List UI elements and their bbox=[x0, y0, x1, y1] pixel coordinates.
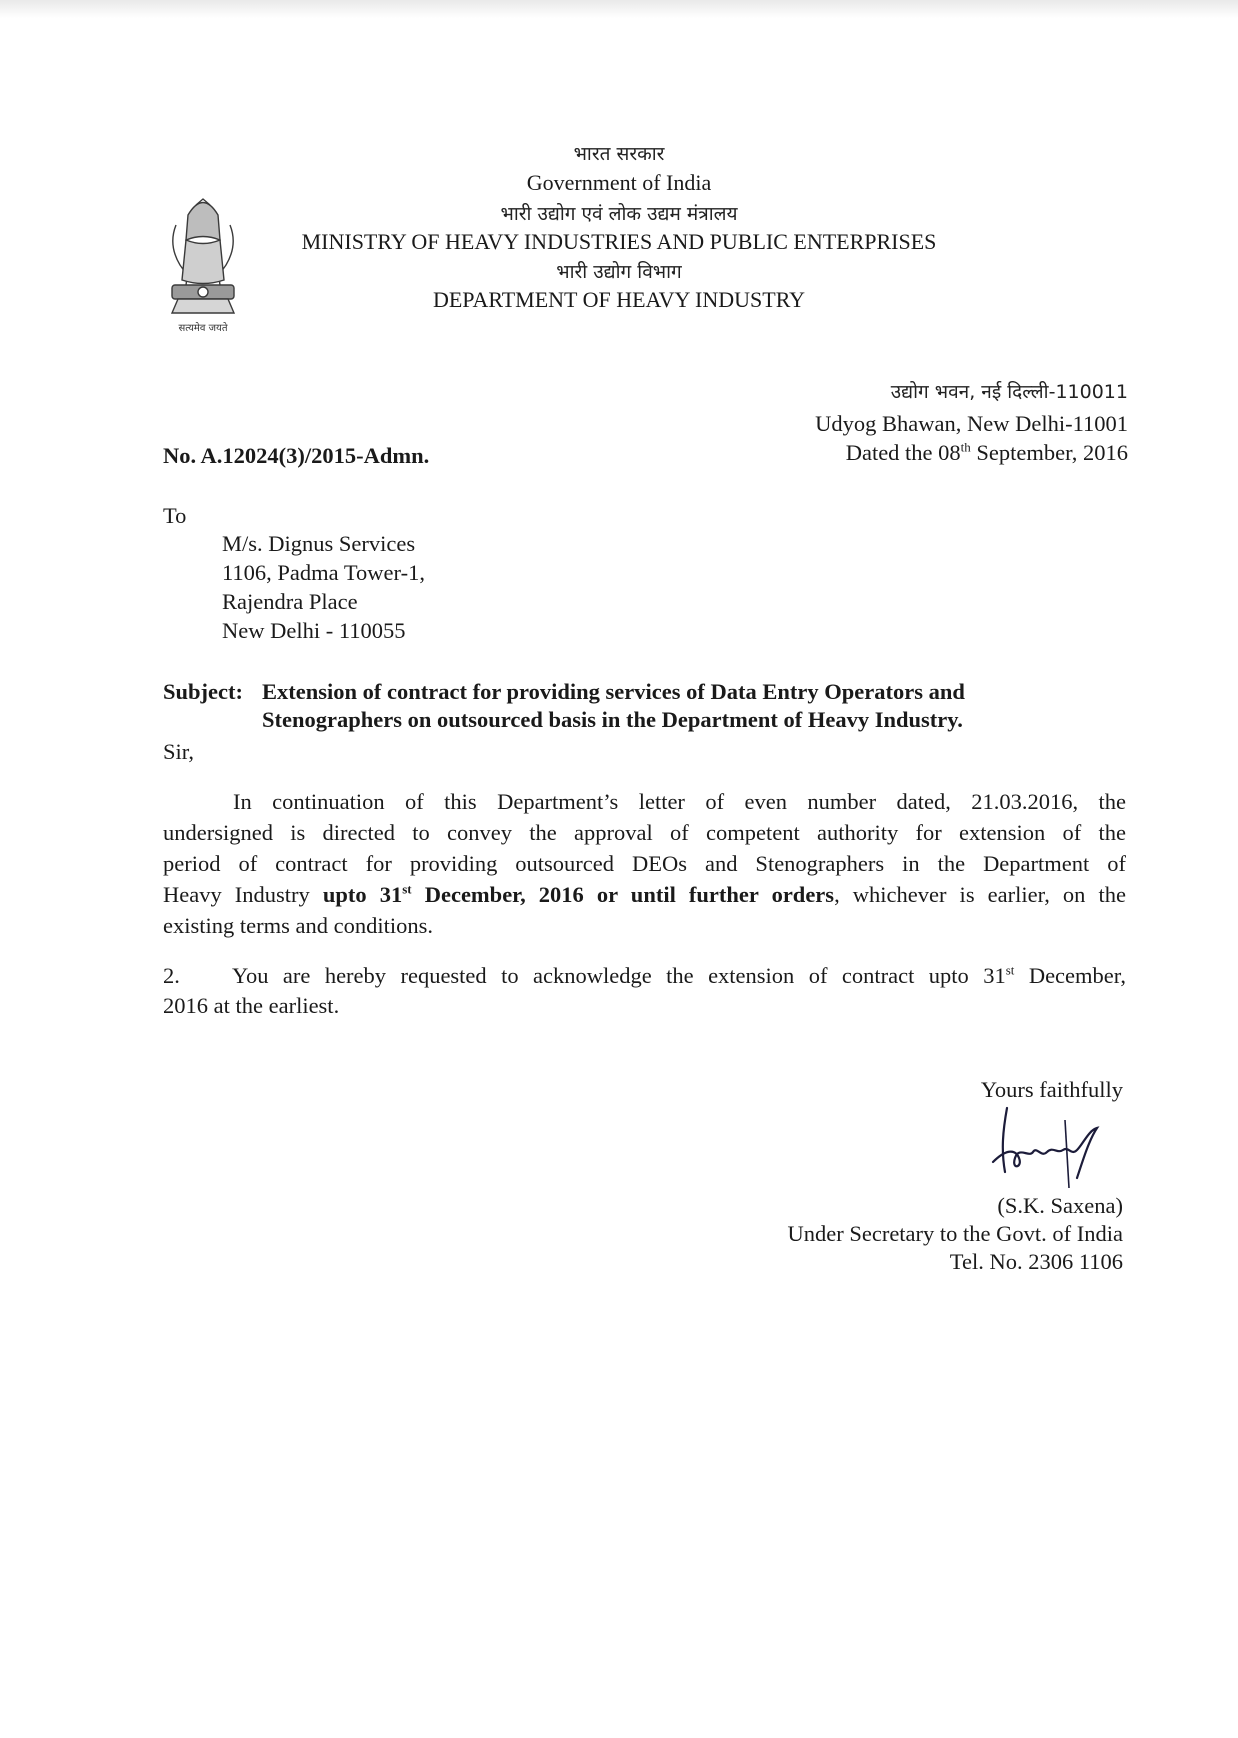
signatory-designation: Under Secretary to the Govt. of India bbox=[787, 1221, 1123, 1246]
recipient-line: 1106, Padma Tower-1, bbox=[222, 560, 425, 585]
to-label: To bbox=[163, 503, 187, 528]
paragraph-2-number: 2. bbox=[163, 963, 180, 988]
recipient-line: M/s. Dignus Services bbox=[222, 531, 416, 556]
header-department: DEPARTMENT OF HEAVY INDUSTRY bbox=[432, 287, 806, 312]
paragraph-2-line: 2016 at the earliest. bbox=[163, 993, 340, 1018]
emblem-motto: सत्यमेव जयते bbox=[178, 323, 228, 334]
recipient-line: Rajendra Place bbox=[222, 589, 358, 614]
recipient-line: New Delhi - 110055 bbox=[222, 618, 406, 643]
paragraph-1-line: period of contract for providing outsourced DEOs and Stenographers in the Department of bbox=[163, 851, 1126, 876]
closing-yours-faithfully: Yours faithfully bbox=[980, 1077, 1123, 1102]
address-hindi: उद्योग भवन, नई दिल्ली-110011 bbox=[890, 381, 1128, 403]
salutation: Sir, bbox=[163, 739, 194, 764]
subject-label: Subject: bbox=[163, 679, 243, 704]
reference-number: No. A.12024(3)/2015-Admn. bbox=[163, 443, 430, 468]
subject-line: Stenographers on outsourced basis in the Department of Heavy Industry. bbox=[262, 707, 963, 732]
signature-icon bbox=[985, 1100, 1125, 1190]
scan-edge-shade bbox=[0, 0, 1238, 18]
paragraph-2-line: You are hereby requested to acknowledge the extension of contract upto 31st December, bbox=[232, 962, 1126, 988]
header-ministry: MINISTRY OF HEAVY INDUSTRIES AND PUBLIC ENTERPRISES bbox=[301, 229, 937, 254]
paragraph-1-line: Heavy Industry upto 31st December, 2016 or until further orders, whichever is earlier, on the bbox=[163, 881, 1126, 907]
header-hindi-government: भारत सरकार bbox=[573, 143, 665, 165]
letter-date: Dated the 08th September, 2016 bbox=[845, 439, 1128, 465]
paragraph-1-line: undersigned is directed to convey the approval of competent authority for extension of the bbox=[163, 820, 1126, 845]
paragraph-1 bbox=[163, 786, 1126, 941]
address: Udyog Bhawan, New Delhi-11001 bbox=[815, 411, 1128, 436]
paragraph-1-line: existing terms and conditions. bbox=[163, 913, 433, 938]
paragraph-1-line: In continuation of this Department’s letter of even number dated, 21.03.2016, the bbox=[233, 789, 1126, 814]
header-hindi-ministry: भारी उद्योग एवं लोक उद्यम मंत्रालय bbox=[500, 203, 738, 225]
subject-line: Extension of contract for providing services of Data Entry Operators and bbox=[262, 679, 965, 704]
signatory-name: (S.K. Saxena) bbox=[997, 1193, 1123, 1218]
signatory-telephone: Tel. No. 2306 1106 bbox=[949, 1249, 1123, 1274]
header-hindi-department: भारी उद्योग विभाग bbox=[556, 261, 682, 283]
header-government: Government of India bbox=[526, 170, 712, 195]
